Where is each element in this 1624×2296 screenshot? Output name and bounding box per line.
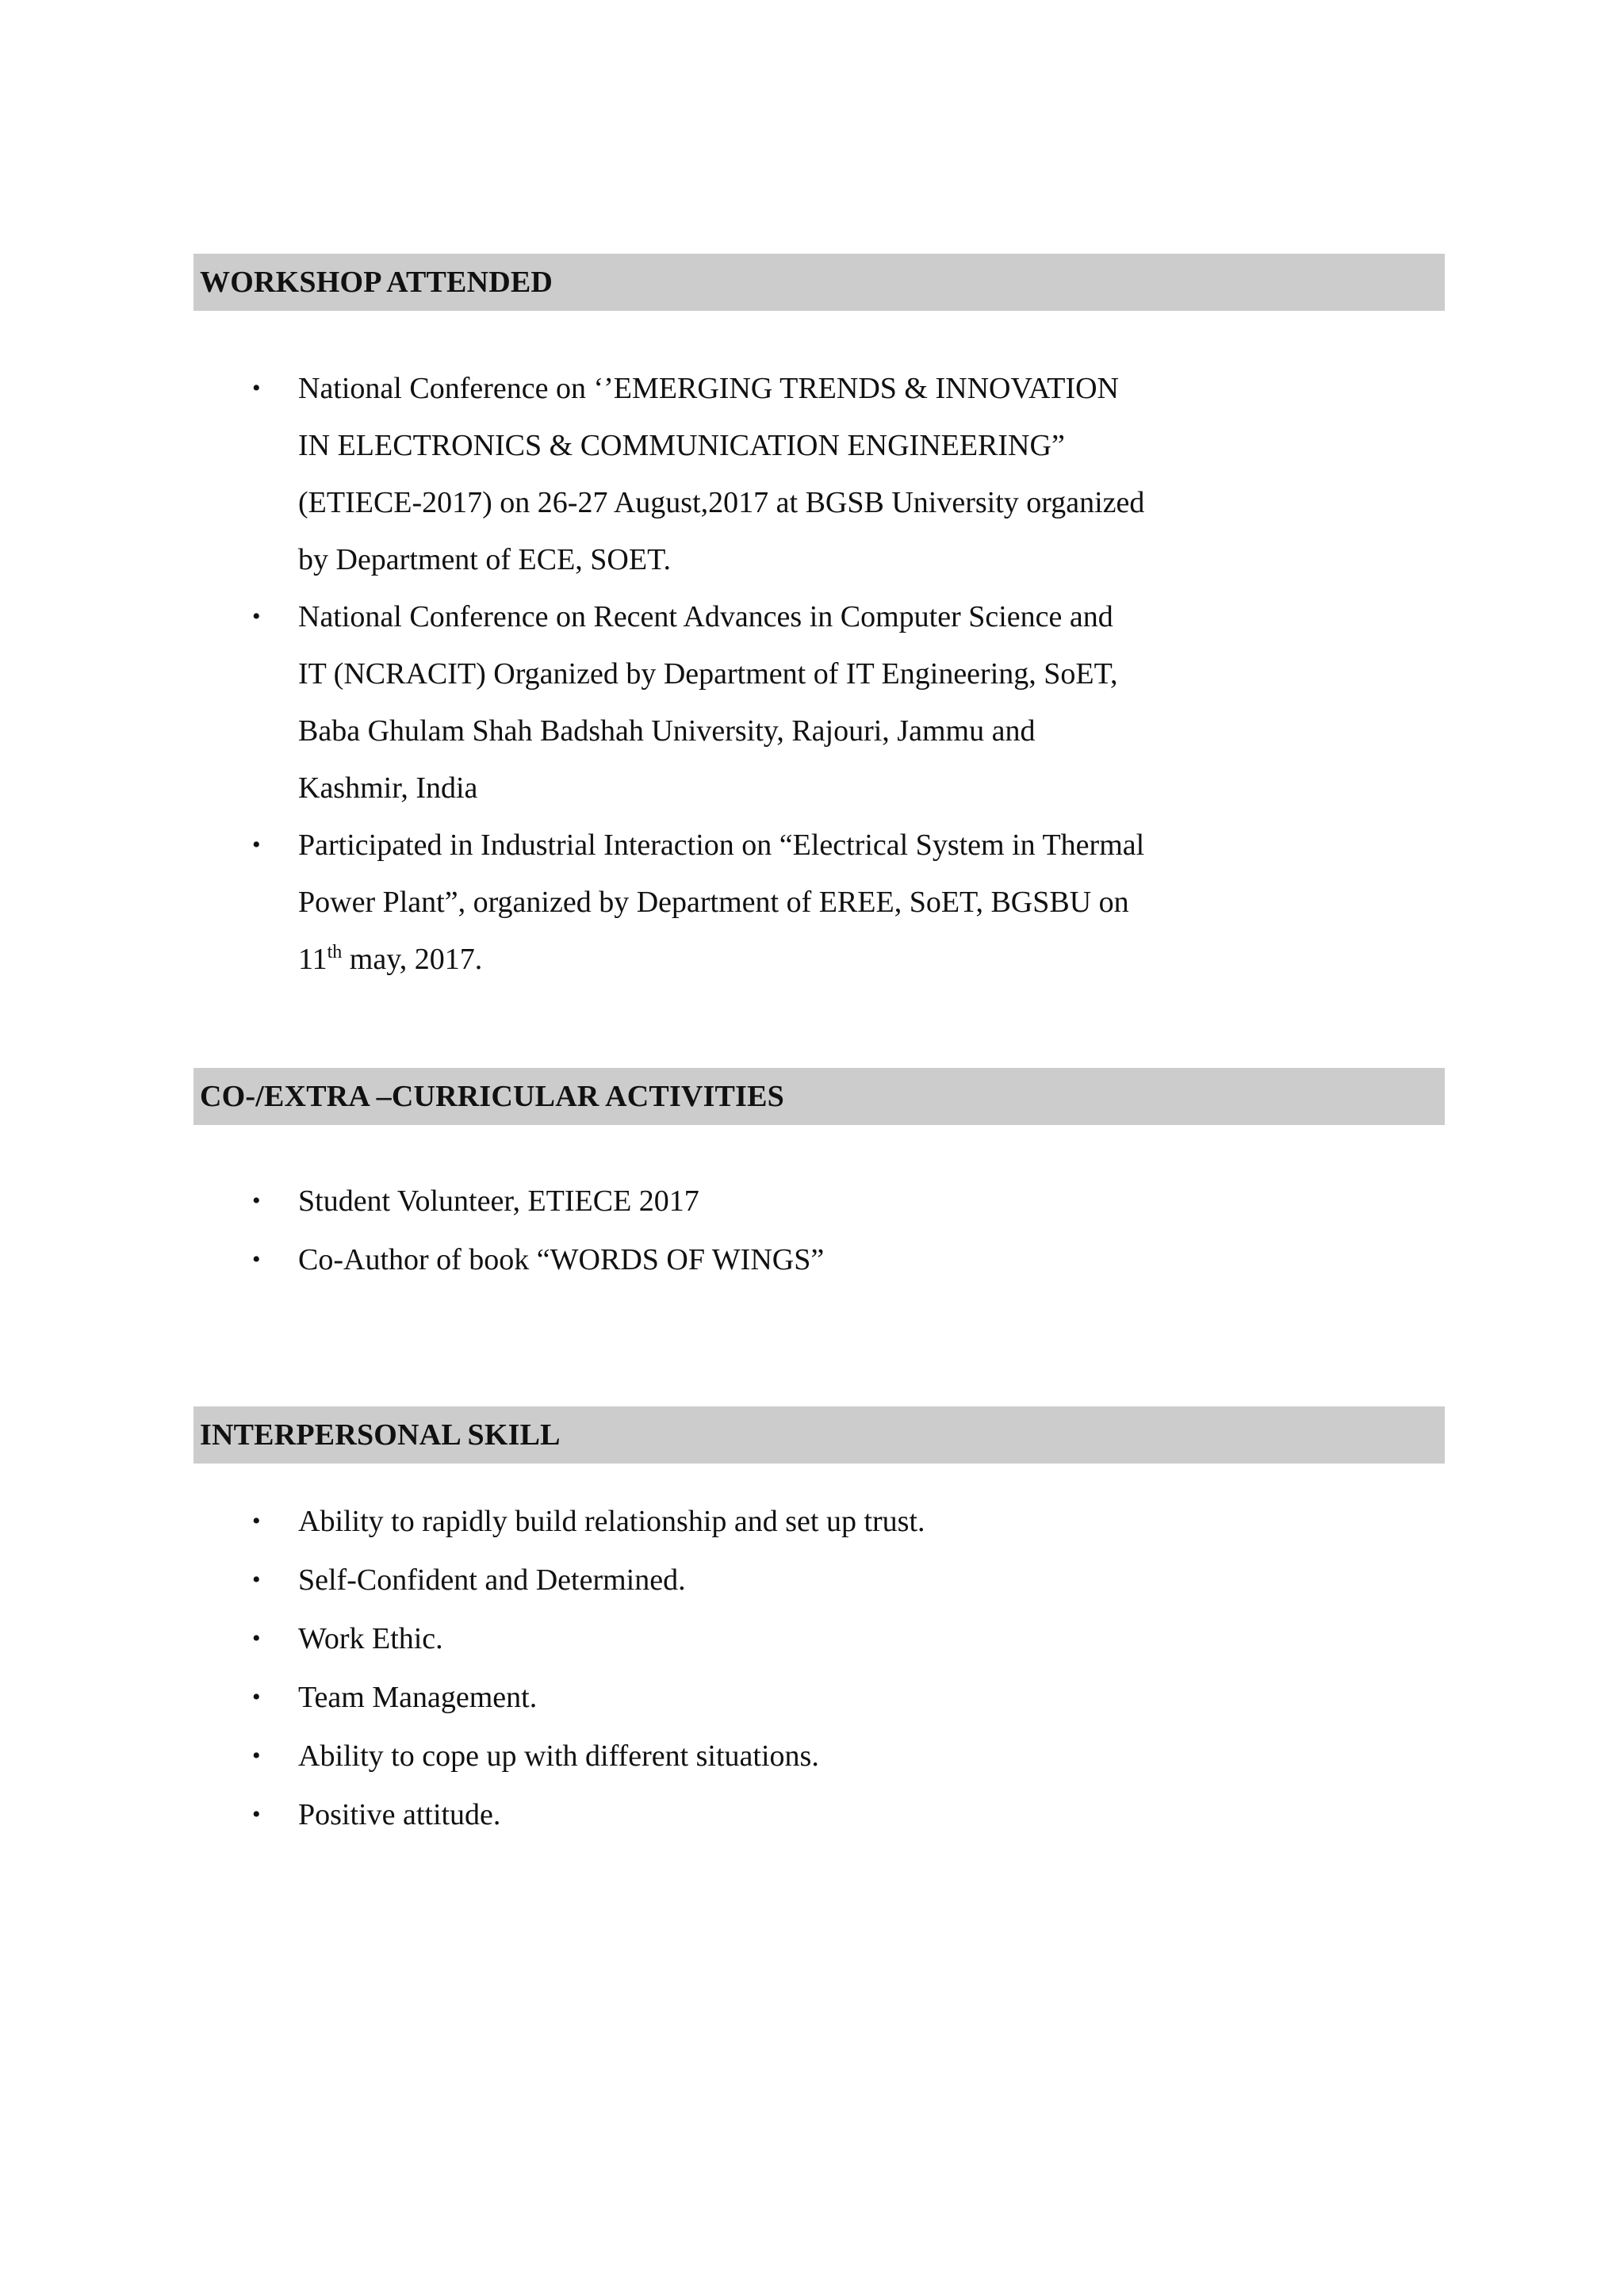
bullet-icon: • [252,375,261,401]
list-item [0,1492,1147,1551]
workshop-list [0,360,1147,588]
section-header-interpersonal [193,1406,1445,1464]
skill-item-text: Positive attitude. [298,1798,501,1831]
bullet-icon: • [252,1684,261,1710]
bullet-icon: • [252,1508,261,1534]
bullet-icon: • [252,1188,261,1214]
list-item [0,1230,1147,1289]
activity-item-text: Co-Author of book “WORDS OF WINGS” [298,1243,825,1276]
skill-item-text: Ability to cope up with different situations. [298,1739,819,1773]
section-title-interpersonal: INTERPERSONAL SKILL [200,1418,561,1452]
list-item [0,1172,1147,1230]
bullet-icon: • [252,1743,261,1769]
skill-item-text: Work Ethic. [298,1622,443,1655]
workshop-item-text: National Conference on ‘’EMERGING TRENDS & INNOVATION IN ELECTRONICS & COMMUNICATION ENGINEERING” (ETIECE-2017) on 26-27 August,2017 at BGSB University organized by Department of ECE, SOET. [298,372,1145,576]
workshop-item-text-after: may, 2017. [342,943,483,976]
interpersonal-list [0,1492,1147,1844]
bullet-icon: • [252,1246,261,1272]
workshop-item-text-before: Participated in Industrial Interaction on “Electrical System in Thermal Power Plant”, organized by Department of EREE, SoET, BGSBU on 11 [298,828,1145,976]
bullet-icon: • [252,1567,261,1593]
skill-item-text: Team Management. [298,1681,538,1714]
bullet-icon: • [252,832,261,858]
bullet-icon: • [252,1625,261,1651]
list-item [0,1727,1147,1785]
skill-item-text: Ability to rapidly build relationship and set up trust. [298,1505,925,1538]
bullet-icon: • [252,1801,261,1827]
list-item [0,1785,1147,1844]
workshop-item-text: National Conference on Recent Advances in Computer Science and IT (NCRACIT) Organized by Department of IT Engineering, SoET, Baba Ghulam Shah Badshah University, Rajouri, Jammu and Kashmir, India [298,600,1118,805]
section-title-workshop: WORKSHOP ATTENDED [200,266,553,299]
list-item [0,1668,1147,1727]
workshop-list-2 [0,588,1147,817]
list-item [0,588,1147,817]
section-header-activities [193,1068,1445,1125]
superscript-ordinal: th [327,942,343,962]
activities-list [0,1172,1147,1289]
list-item [0,360,1147,588]
section-title-activities: CO-/EXTRA –CURRICULAR ACTIVITIES [200,1080,784,1113]
list-item [0,1551,1147,1609]
list-item [0,817,1147,988]
bullet-icon: • [252,603,261,629]
activity-item-text: Student Volunteer, ETIECE 2017 [298,1184,699,1218]
section-header-workshop [193,254,1445,311]
workshop-list-3 [0,817,1147,988]
list-item [0,1609,1147,1668]
skill-item-text: Self-Confident and Determined. [298,1563,686,1597]
